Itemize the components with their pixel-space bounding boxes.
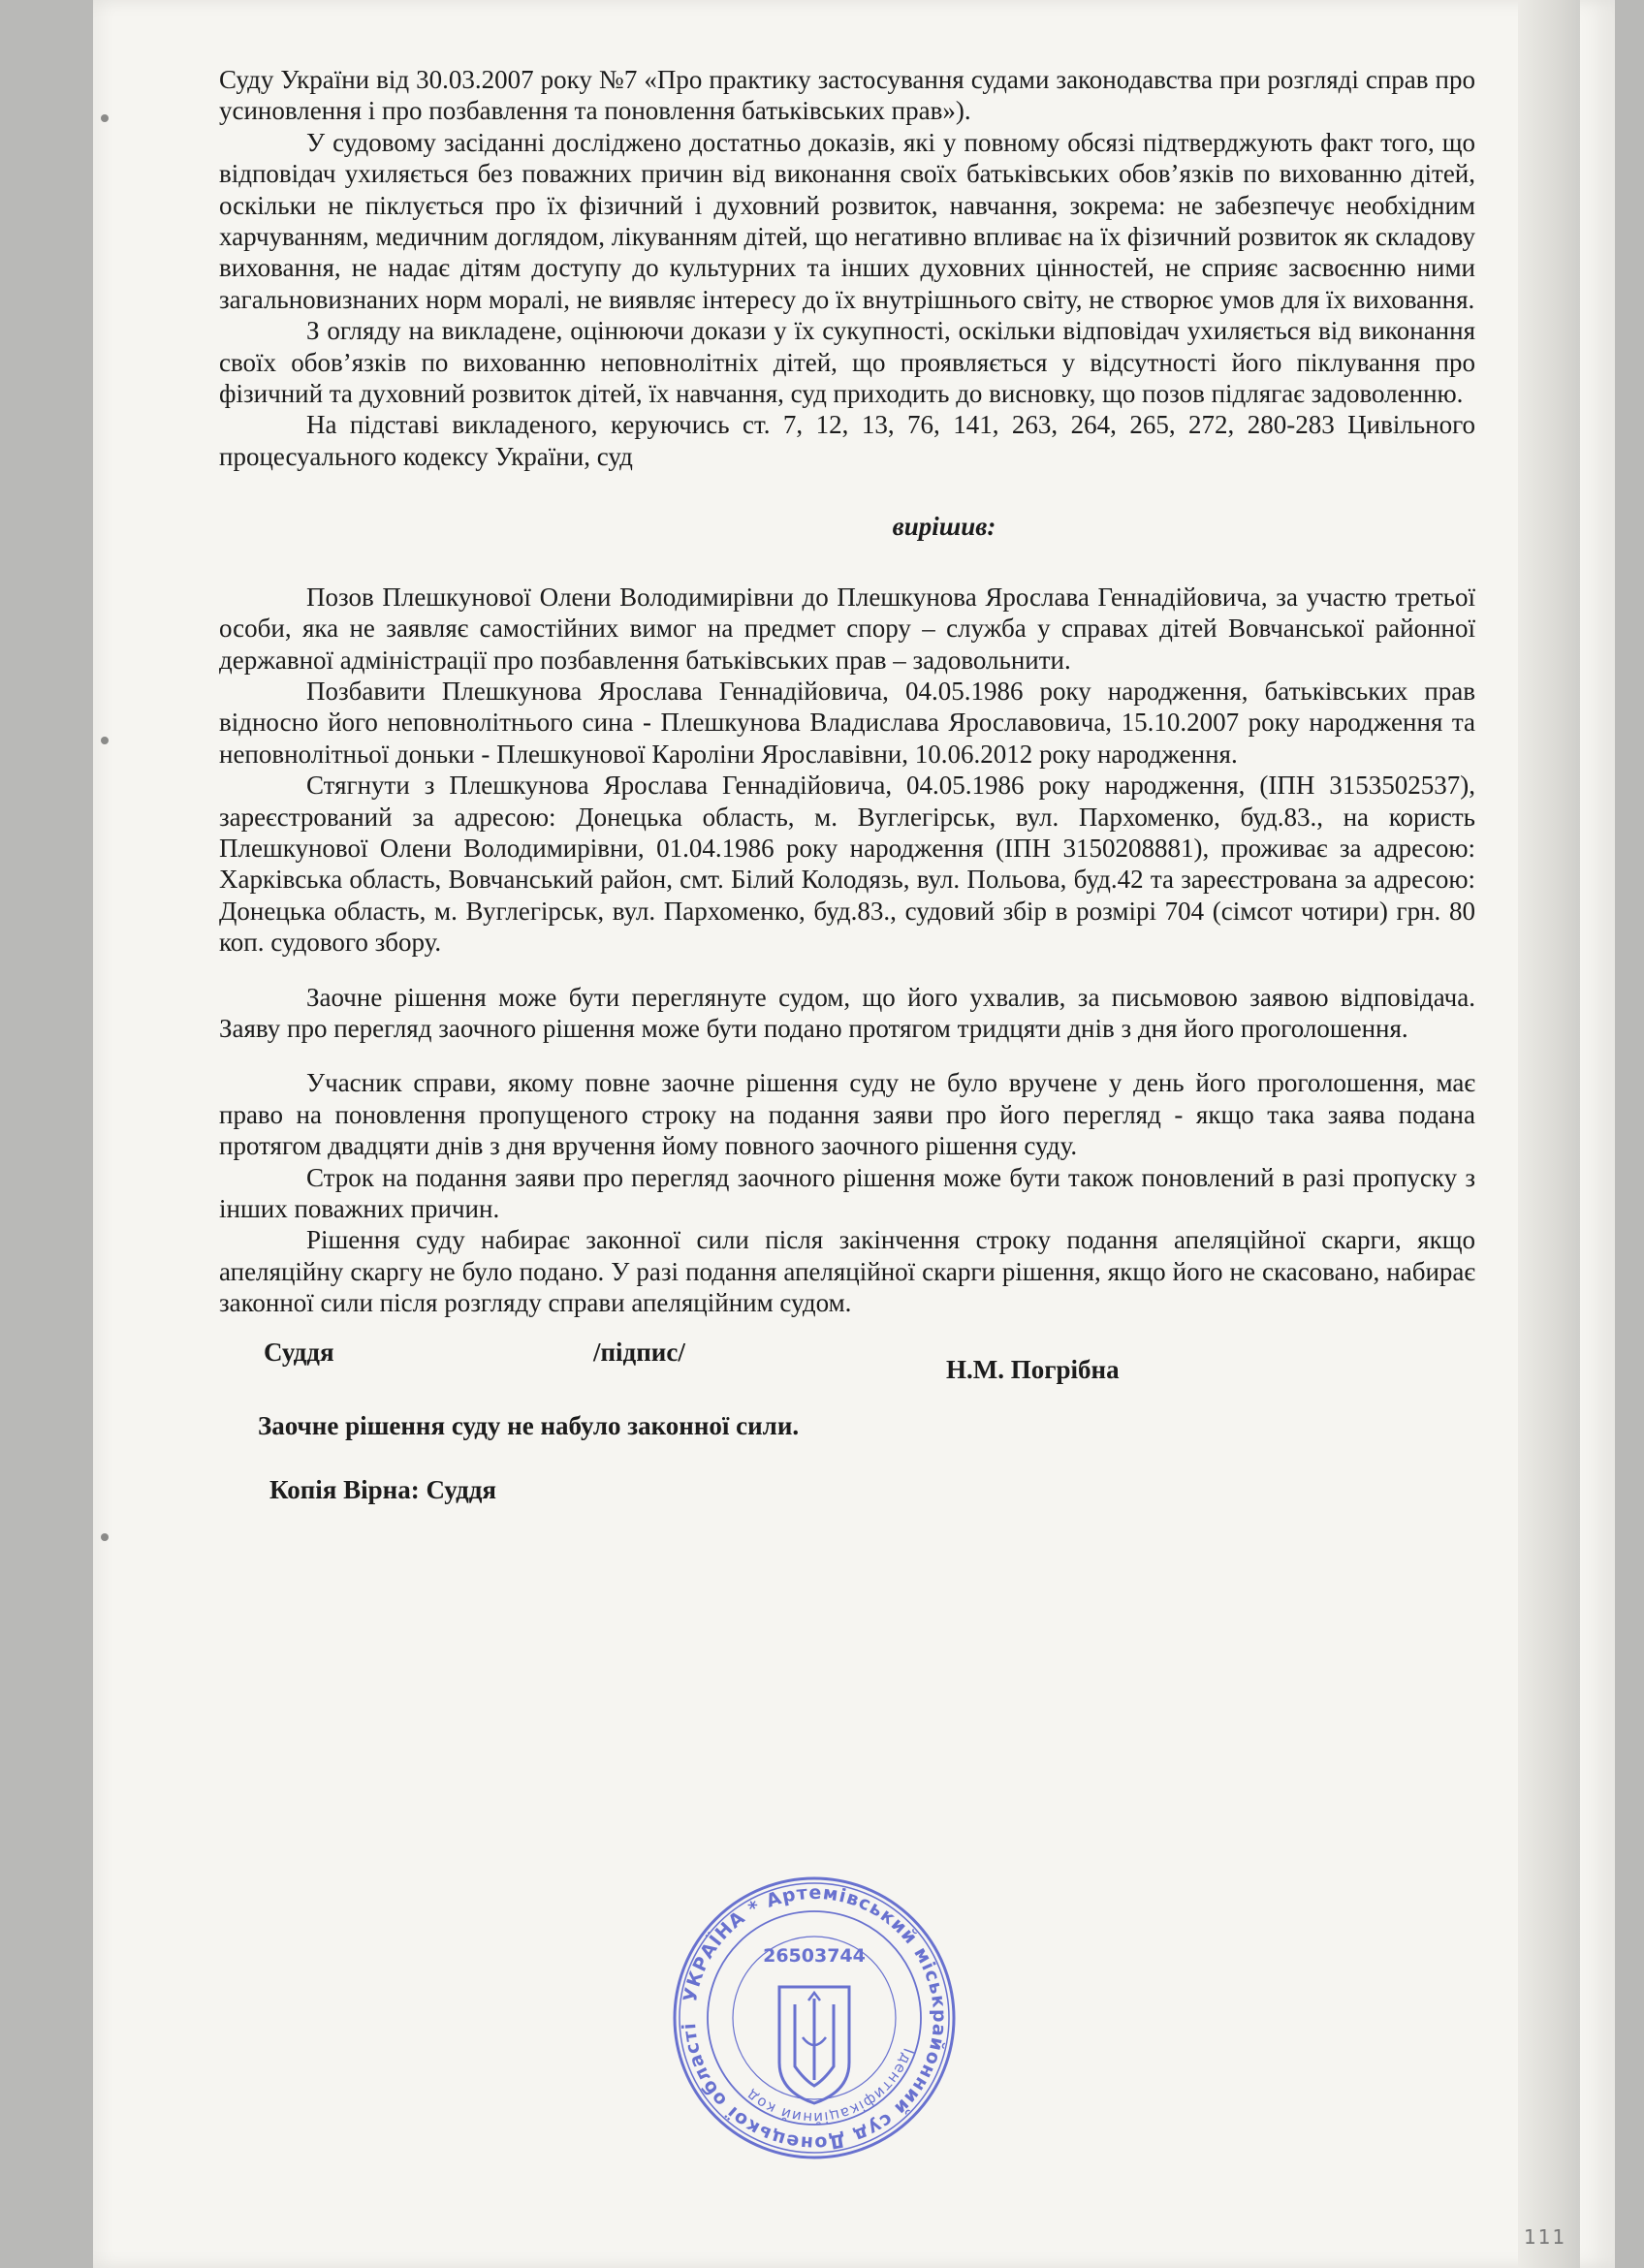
signature-mark: /підпис/ (593, 1337, 685, 1367)
stamp-code: 26503744 (763, 1945, 866, 1967)
decision-paragraph: Рішення суду набирає законної сили після закінчення строку подання апеляційної скарги, якщо апеляційну скаргу не було подано. У разі подання апеляційної скарги рішення, якщо його не скасовано, набирає законної сили після розгляду справи апеляційним судом. (219, 1225, 1475, 1318)
page-edge (1518, 0, 1580, 2268)
trident-emblem (779, 1987, 849, 2103)
decision-paragraph: Заочне рішення може бути переглянуте судом, що його ухвалив, за письмовою заявою відповідача. Заяву про перегляд заочного рішення може бути подано протягом тридцяти днів з дня його проголошення. (219, 982, 1475, 1043)
stamp-outer-text: УКРАЇНА * Артемівський міськрайонний суд Донецької області (679, 1881, 951, 2155)
paragraph: На підставі викладеного, керуючись ст. 7, 12, 13, 76, 141, 263, 264, 265, 272, 280-283 Цивільного процесуального кодексу України, суд (219, 410, 1475, 471)
decision-paragraph: Стягнути з Плешкунова Ярослава Геннадійовича, 04.05.1986 року народження, (ІПН 3153502537), зареєстрований за адресою: Донецька область, м. Вуглегірськ, вул. Пархоменко, буд.83., на користь Плешкунової Олени Володимирівни, 01.04.1986 року народження (ІПН 3150208881), проживає за адресою: Харківська область, Вовчанський район, смт. Білий Колодязь, вул. Польова, буд.42 та зареєстрована за адресою: Донецька область, м. Вуглегірськ, вул. Пархоменко, буд.83., судовий збір в розмірі 704 (сімсот чотири) грн. 80 коп. судового збору. (219, 771, 1475, 958)
copy-certification: Копія Вірна: Суддя (269, 1475, 497, 1505)
decision-heading: вирішив: (892, 512, 996, 542)
paragraph: У судовому засіданні досліджено достатньо доказів, які у повному обсязі підтверджують факт того, що відповідач ухиляється без поважних причин від виконання своїх батьківських обов’язків по вихованню дітей, оскільки не піклується про їх фізичний і духовний розвиток, навчання, зокрема: не забезпечує необхідним харчуванням, медичним доглядом, лікуванням дітей, що негативно впливає на їх фізичний розвиток як складову виховання, не надає дітям доступу до культурних та інших духовних цінностей, не сприяє засвоєнню ними загальновизнаних норм моралі, не виявляє інтересу до їх внутрішнього світу, не створює умов для їх виховання. (219, 127, 1475, 314)
stamp-inner-text: Ідентифікаційний код (742, 2045, 918, 2127)
document-body (219, 64, 1475, 1505)
paragraph: З огляду на викладене, оцінюючи докази у їх сукупності, оскільки відповідач ухиляється від виконання своїх обов’язків по вихованню неповнолітніх дітей, що проявляється у відсутності його піклування про фізичний та духовний розвиток дітей, їх навчання, суд приходить до висновку, що позов підлягає задоволенню. (219, 316, 1475, 409)
page-number: 111 (1524, 2225, 1567, 2249)
decision-paragraph: Учасник справи, якому повне заочне рішення суду не було вручене у день його проголошення, має право на поновлення пропущеного строку на подання заяви про його перегляд - якщо така заява подана протягом двадцяти днів з дня вручення йому повного заочного рішення суду. (219, 1068, 1475, 1161)
binding-hole (101, 114, 109, 122)
signature-block (219, 1337, 1475, 1389)
binding-hole (101, 1533, 109, 1541)
decision-paragraph: Позбавити Плешкунова Ярослава Геннадійовича, 04.05.1986 року народження, батьківських прав відносно його неповнолітнього сина - Плешкунова Владислава Ярославовича, 15.10.2007 року народження та неповнолітньої доньки - Плешкунової Кароліни Ярославівни, 10.06.2012 року народження. (219, 676, 1475, 769)
decision-paragraph: Позов Плешкунової Олени Володимирівни до Плешкунова Ярослава Геннадійовича, за участю третьої особи, яка не заявляє самостійних вимог на предмет спору – служба у справах дітей Вовчанської районної державної адміністрації про позбавлення батьківських прав – задовольнити. (219, 582, 1475, 675)
judge-name: Н.М. Погрібна (946, 1354, 1120, 1384)
signature-role: Суддя (264, 1337, 334, 1367)
decision-paragraph: Строк на подання заяви про перегляд заочного рішення може бути також поновлений в разі пропуску з інших поважних причин. (219, 1162, 1475, 1223)
paragraph: Суду України від 30.03.2007 року №7 «Про практику застосування судами законодавства при розгляді справ про усиновлення і про позбавлення та поновлення батьківських прав»). (219, 65, 1475, 126)
binding-hole (101, 737, 109, 744)
court-seal (669, 1873, 960, 2163)
not-in-force-note: Заочне рішення суду не набуло законної сили. (258, 1410, 800, 1440)
